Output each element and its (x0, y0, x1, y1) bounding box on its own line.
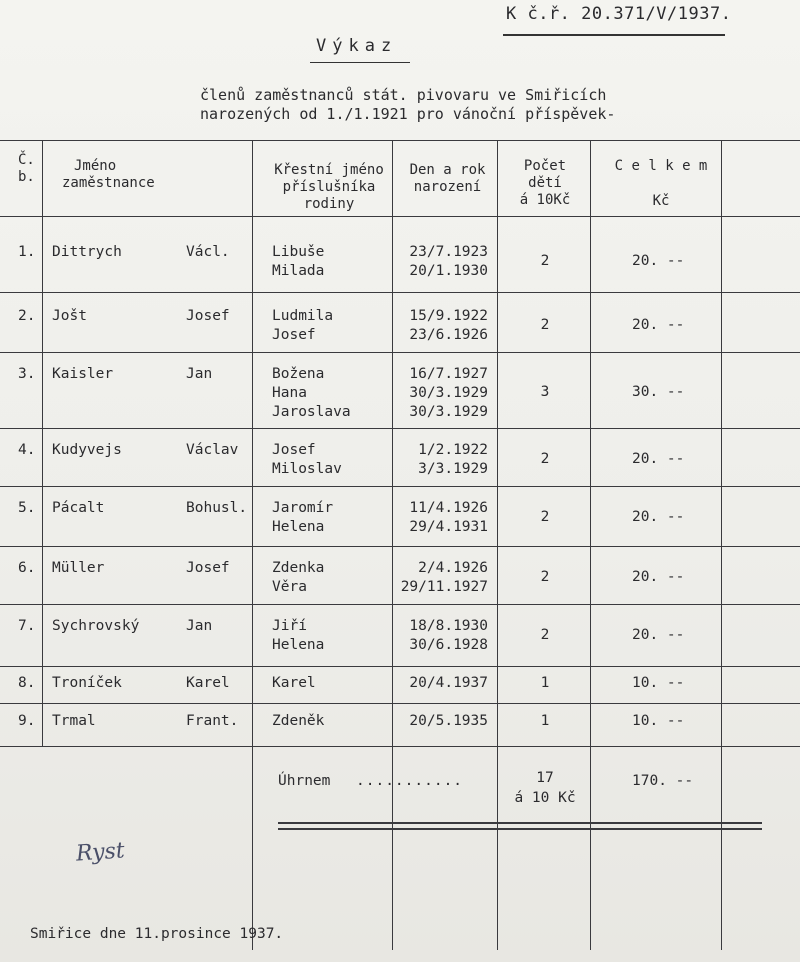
employee-surname: Sychrovský (52, 618, 140, 634)
employee-first-name: Frant. (186, 713, 239, 729)
child-name: Božena (272, 366, 325, 382)
birth-date: 30/6.1928 (409, 637, 488, 653)
subtitle-line-2: narozených od 1./1.1921 pro vánoční příspěvek- (200, 105, 616, 123)
birth-date: 20/4.1937 (409, 675, 488, 691)
employee-first-name: Jan (186, 618, 213, 634)
header-cb: Č. b. (18, 152, 35, 185)
child-name: Ludmila (272, 308, 334, 324)
summary-count-note: á 10 Kč (514, 790, 576, 806)
employee-surname: Trmal (52, 713, 96, 729)
summary-count: 17 (536, 770, 554, 786)
birth-date: 16/7.1927 (409, 366, 488, 382)
row-number: 6. (18, 560, 36, 576)
row-divider (0, 604, 800, 605)
row-divider (0, 216, 800, 217)
employee-first-name: Josef (186, 308, 230, 324)
employee-first-name: Václ. (186, 244, 230, 260)
birth-date: 1/2.1922 (418, 442, 488, 458)
row-total: 20. -- (632, 569, 685, 585)
child-name: Jaromír (272, 500, 334, 516)
summary-total: 170. -- (632, 773, 694, 789)
row-number: 9. (18, 713, 36, 729)
child-name: Milada (272, 263, 325, 279)
child-name: Josef (272, 442, 316, 458)
child-name: Věra (272, 579, 307, 595)
row-total: 10. -- (632, 713, 685, 729)
footer-place-date: Smiřice dne 11.prosince 1937. (30, 926, 284, 942)
children-count: 2 (540, 253, 550, 269)
row-total: 20. -- (632, 509, 685, 525)
row-total: 20. -- (632, 253, 685, 269)
employee-surname: Jošt (52, 308, 87, 324)
row-divider (0, 352, 800, 353)
row-divider (0, 292, 800, 293)
child-name: Hana (272, 385, 307, 401)
row-total: 30. -- (632, 384, 685, 400)
employee-first-name: Jan (186, 366, 213, 382)
header-celkem: C e l k e m Kč (614, 158, 708, 209)
birth-date: 3/3.1929 (418, 461, 488, 477)
row-divider (0, 666, 800, 667)
children-count: 1 (540, 713, 550, 729)
row-divider (0, 428, 800, 429)
row-number: 5. (18, 500, 36, 516)
row-divider (0, 546, 800, 547)
header-jmeno: Jméno zaměstnance (62, 158, 155, 191)
children-count: 2 (540, 569, 550, 585)
employee-first-name: Josef (186, 560, 230, 576)
header-krestni: Křestní jméno příslušníka rodiny (274, 162, 384, 212)
birth-date: 2/4.1926 (418, 560, 488, 576)
children-count: 2 (540, 317, 550, 333)
row-number: 2. (18, 308, 36, 324)
child-name: Zdeněk (272, 713, 325, 729)
birth-date: 29/4.1931 (409, 519, 488, 535)
child-name: Jaroslava (272, 404, 351, 420)
column-divider (42, 140, 43, 746)
summary-label: Úhrnem (278, 773, 331, 789)
children-count: 1 (540, 675, 550, 691)
row-divider (0, 703, 800, 704)
child-name: Miloslav (272, 461, 342, 477)
child-name: Libuše (272, 244, 325, 260)
children-count: 2 (540, 627, 550, 643)
reference-underline (503, 34, 725, 36)
row-number: 8. (18, 675, 36, 691)
document-title: Výkaz (316, 36, 398, 56)
employee-surname: Müller (52, 560, 105, 576)
title-underline (310, 62, 410, 63)
total-rule-top (278, 822, 762, 824)
birth-date: 15/9.1922 (409, 308, 488, 324)
row-total: 20. -- (632, 317, 685, 333)
birth-date: 29/11.1927 (400, 579, 488, 595)
employee-first-name: Václav (186, 442, 239, 458)
row-divider (0, 140, 800, 141)
summary-dots: ........... (356, 773, 464, 789)
handwritten-signature: Ryst (75, 838, 126, 867)
employee-first-name: Karel (186, 675, 230, 691)
row-total: 20. -- (632, 627, 685, 643)
birth-date: 20/1.1930 (409, 263, 488, 279)
birth-date: 23/6.1926 (409, 327, 488, 343)
children-count: 2 (540, 451, 550, 467)
children-count: 3 (540, 384, 550, 400)
child-name: Jiří (272, 618, 307, 634)
birth-date: 30/3.1929 (409, 404, 488, 420)
employee-surname: Kaisler (52, 366, 114, 382)
employee-surname: Kudyvejs (52, 442, 122, 458)
child-name: Karel (272, 675, 316, 691)
birth-date: 11/4.1926 (409, 500, 488, 516)
row-number: 7. (18, 618, 36, 634)
row-number: 3. (18, 366, 36, 382)
birth-date: 23/7.1923 (409, 244, 488, 260)
birth-date: 20/5.1935 (409, 713, 488, 729)
children-count: 2 (540, 509, 550, 525)
reference-number: K č.ř. 20.371/V/1937. (506, 4, 732, 24)
row-total: 10. -- (632, 675, 685, 691)
column-divider (252, 140, 253, 950)
employee-surname: Pácalt (52, 500, 105, 516)
child-name: Helena (272, 637, 325, 653)
child-name: Helena (272, 519, 325, 535)
birth-date: 30/3.1929 (409, 385, 488, 401)
subtitle-line-1: členů zaměstnanců stát. pivovaru ve Smiřicích (200, 86, 607, 104)
row-number: 1. (18, 244, 36, 260)
header-pocet: Počet dětí á 10Kč (519, 158, 571, 208)
child-name: Josef (272, 327, 316, 343)
birth-date: 18/8.1930 (409, 618, 488, 634)
employee-surname: Troníček (52, 675, 122, 691)
header-den: Den a rok narození (409, 162, 486, 195)
child-name: Zdenka (272, 560, 325, 576)
employee-first-name: Bohusl. (186, 500, 248, 516)
total-rule-bottom (278, 828, 762, 830)
row-total: 20. -- (632, 451, 685, 467)
row-number: 4. (18, 442, 36, 458)
employee-surname: Dittrych (52, 244, 122, 260)
row-divider (0, 486, 800, 487)
row-divider (0, 746, 800, 747)
